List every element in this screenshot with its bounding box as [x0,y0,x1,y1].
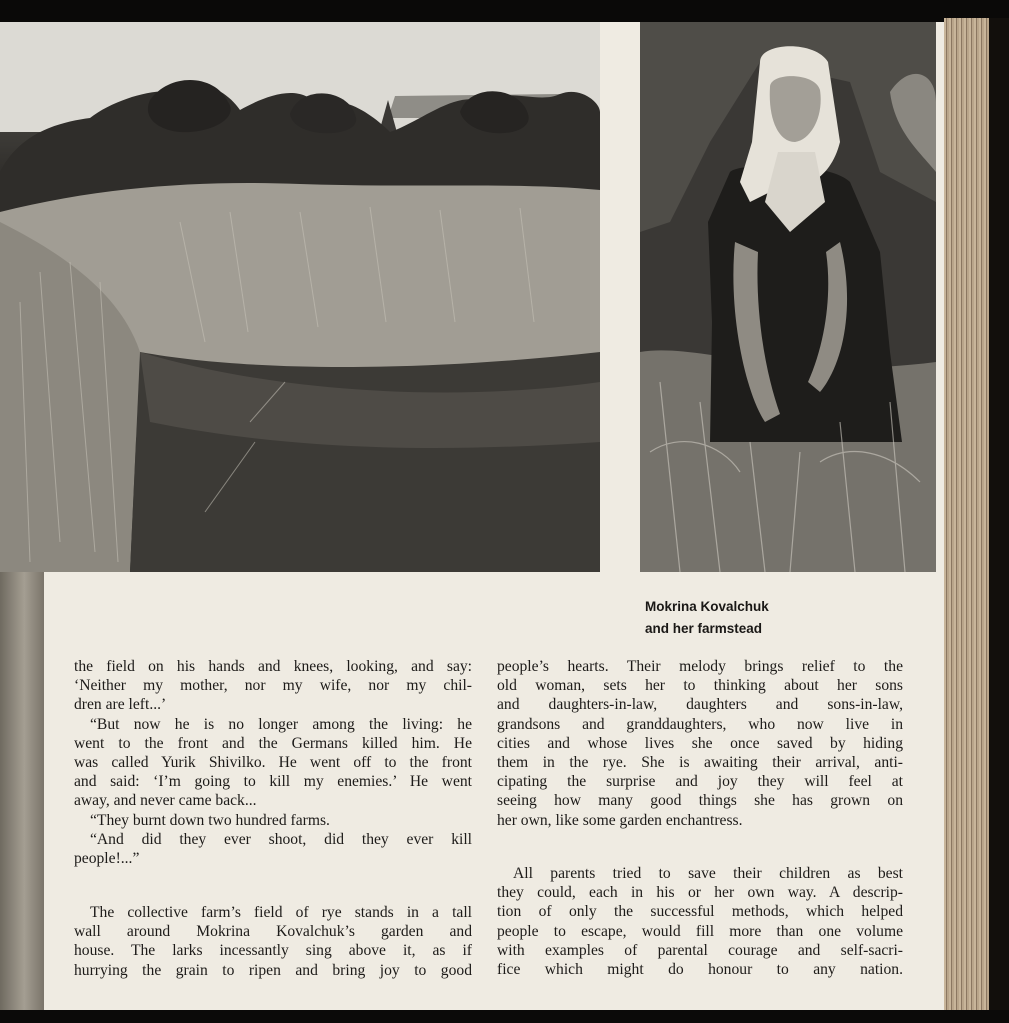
text-line: was called Yurik Shivilko. He went off to the front [74,753,472,771]
text-line: cities and whose lives she once saved by hiding [497,734,903,752]
text-line: they could, each in his or her own way. A descrip- [497,884,903,902]
text-line: The collective farm’s field of rye stands in a tall [90,904,472,921]
text-line: All parents tried to save their children as best [513,865,903,882]
text-line: and daughters-in-law, daughters and sons-in-law, [497,696,903,714]
caption-line: and her farmstead [645,621,763,636]
rye-field-photo [0,22,600,572]
text-line: with examples of parental courage and self-sacri- [497,941,903,959]
text-line: people’s hearts. Their melody brings relief to the [497,658,903,675]
text-line: tion of only the successful methods, which helped [497,903,903,921]
text-line: dren are left...’ [74,696,167,714]
text-line: cipating the surprise and joy they will feel at [497,773,903,791]
text-line: fice which might do honour to any nation. [497,960,903,978]
text-line: away, and never came back... [74,792,257,810]
left-column-block-1 [74,657,472,868]
right-column-block-2 [497,864,903,979]
text-line: grandsons and granddaughters, who now live in [497,715,903,733]
text-line: house. The larks incessantly sing above it, as if [74,942,472,960]
page-top-shadow [0,0,1009,22]
text-line: “They burnt down two hundred farms. [90,811,330,829]
text-line: people to escape, would fill more than one volume [497,922,903,940]
text-line: seeing how many good things she has grown on [497,792,903,810]
text-line: the field on his hands and knees, looking, and say: [74,658,472,675]
text-line: “And did they ever shoot, did they ever kill [90,830,472,848]
text-line: ‘Neither my mother, nor my wife, nor my chil- [74,677,472,695]
text-line: went to the front and the Germans killed him. He [74,734,472,752]
text-line: wall around Mokrina Kovalchuk’s garden and [74,923,472,941]
right-column-block-1 [497,657,903,830]
caption-line: Mokrina Kovalchuk [645,599,769,614]
text-line: and said: ‘I’m going to kill my enemies.’ He went [74,773,472,791]
left-column-block-2 [74,903,472,980]
page-edges [944,18,989,1013]
text-line: old woman, sets her to thinking about her sons [497,677,903,695]
photo-caption [645,596,845,640]
text-line: “But now he is no longer among the living: he [90,715,472,733]
portrait-photo [640,22,936,572]
book-edge-shadow [989,18,1009,1023]
text-line: people!...” [74,849,140,867]
page-bottom-shadow [0,1010,1009,1023]
text-line: hurrying the grain to ripen and bring joy to good [74,961,472,979]
text-line: them in the rye. She is awaiting their arrival, anti- [497,753,903,771]
text-line: her own, like some garden enchantress. [497,811,743,829]
